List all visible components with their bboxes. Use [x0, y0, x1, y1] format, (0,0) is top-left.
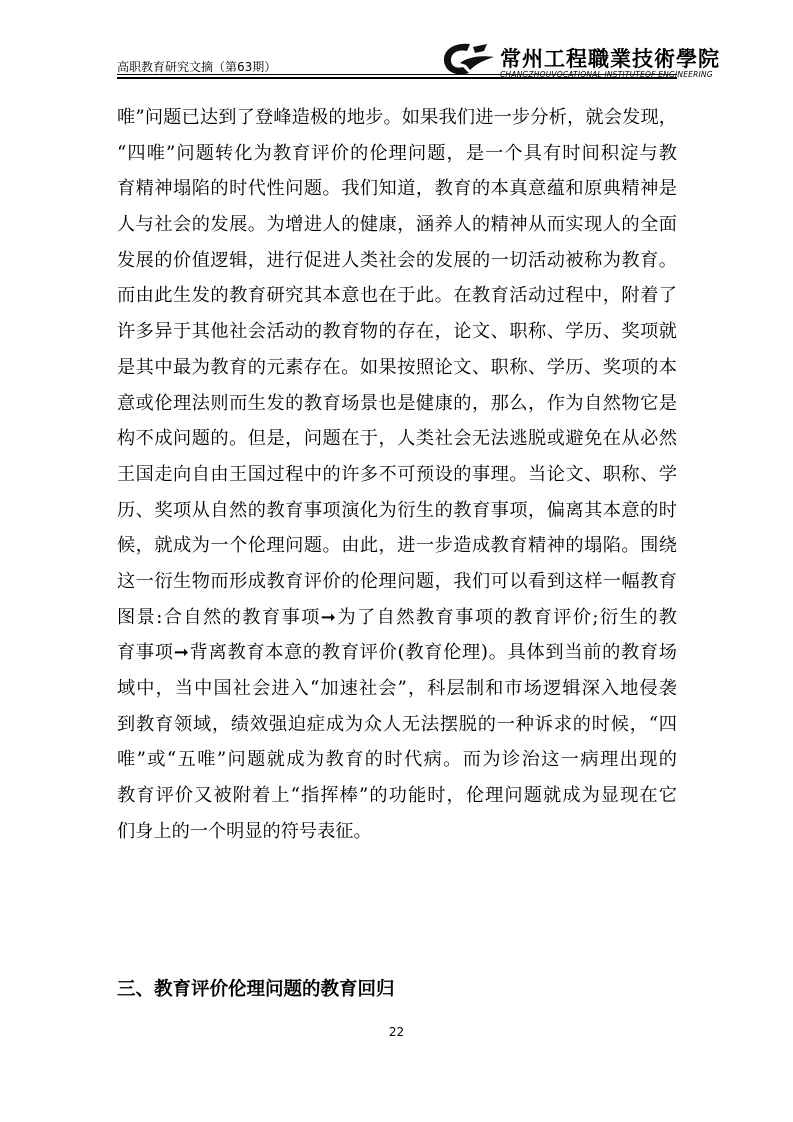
text-line: 图景:合自然的教育事项➞为了自然教育事项的教育评价;衍生的教	[117, 606, 677, 628]
text-line: 育事项➞背离教育本意的教育评价(教育伦理)。具体到当前的教育场	[117, 642, 677, 664]
text-line: 域中，当中国社会进入“加速社会”，科层制和市场逻辑深入地侵袭	[117, 678, 677, 699]
text-line: 候，就成为一个伦理问题。由此，进一步造成教育精神的塌陷。围绕	[117, 535, 677, 557]
text-line: 许多异于其他社会活动的教育物的存在，论文、职称、学历、奖项就	[117, 321, 677, 343]
journal-title: 高职教育研究文摘（第63期）	[117, 60, 277, 74]
text-line: 构不成问题的。但是，问题在于，人类社会无法逃脱或避免在从必然	[117, 428, 677, 450]
text-line: 唯”或“五唯”问题就成为教育的时代病。而为诊治这一病理出现的	[117, 749, 677, 771]
institution-logo	[440, 40, 720, 82]
text-line: 们身上的一个明显的符号表征。	[117, 820, 372, 842]
text-line: 教育评价又被附着上“指挥棒”的功能时，伦理问题就成为显现在它	[117, 785, 677, 807]
page-number: 22	[388, 1025, 405, 1039]
logo-english-name: CHANGZHOUVOCATIONAL INSTITUTEOF ENGINEERING	[500, 70, 713, 79]
text-line: 唯”问题已达到了登峰造极的地步。如果我们进一步分析，就会发现，	[117, 107, 677, 128]
text-line: 育精神塌陷的时代性问题。我们知道，教育的本真意蕴和原典精神是	[117, 178, 677, 200]
header-divider-thick	[117, 77, 677, 79]
text-line: “四唯”问题转化为教育评价的伦理问题，是一个具有时间积淀与教	[117, 142, 677, 164]
text-line: 而由此生发的教育研究其本意也在于此。在教育活动过程中，附着了	[117, 285, 677, 307]
header-divider	[117, 74, 677, 75]
text-line: 历、奖项从自然的教育事项演化为衍生的教育事项，偏离其本意的时	[117, 499, 677, 521]
text-line: 意或伦理法则而生发的教育场景也是健康的，那么，作为自然物它是	[117, 392, 677, 414]
text-line: 王国走向自由王国过程中的许多不可预设的事理。当论文、职称、学	[117, 463, 677, 485]
text-line: 发展的价值逻辑，进行促进人类社会的发展的一切活动被称为教育。	[117, 249, 677, 271]
text-line: 这一衍生物而形成教育评价的伦理问题，我们可以看到这样一幅教育	[117, 570, 677, 592]
logo-chinese-name: 常州工程職業技術學院	[500, 46, 720, 71]
text-line: 是其中最为教育的元素存在。如果按照论文、职称、学历、奖项的本	[117, 356, 677, 378]
section-heading: 三、教育评价伦理问题的教育回归	[117, 979, 395, 1000]
text-line: 到教育领域，绩效强迫症成为众人无法摆脱的一种诉求的时候，“四	[117, 713, 677, 735]
text-line: 人与社会的发展。为增进人的健康，涵养人的精神从而实现人的全面	[117, 214, 677, 236]
body-paragraph	[117, 100, 677, 849]
